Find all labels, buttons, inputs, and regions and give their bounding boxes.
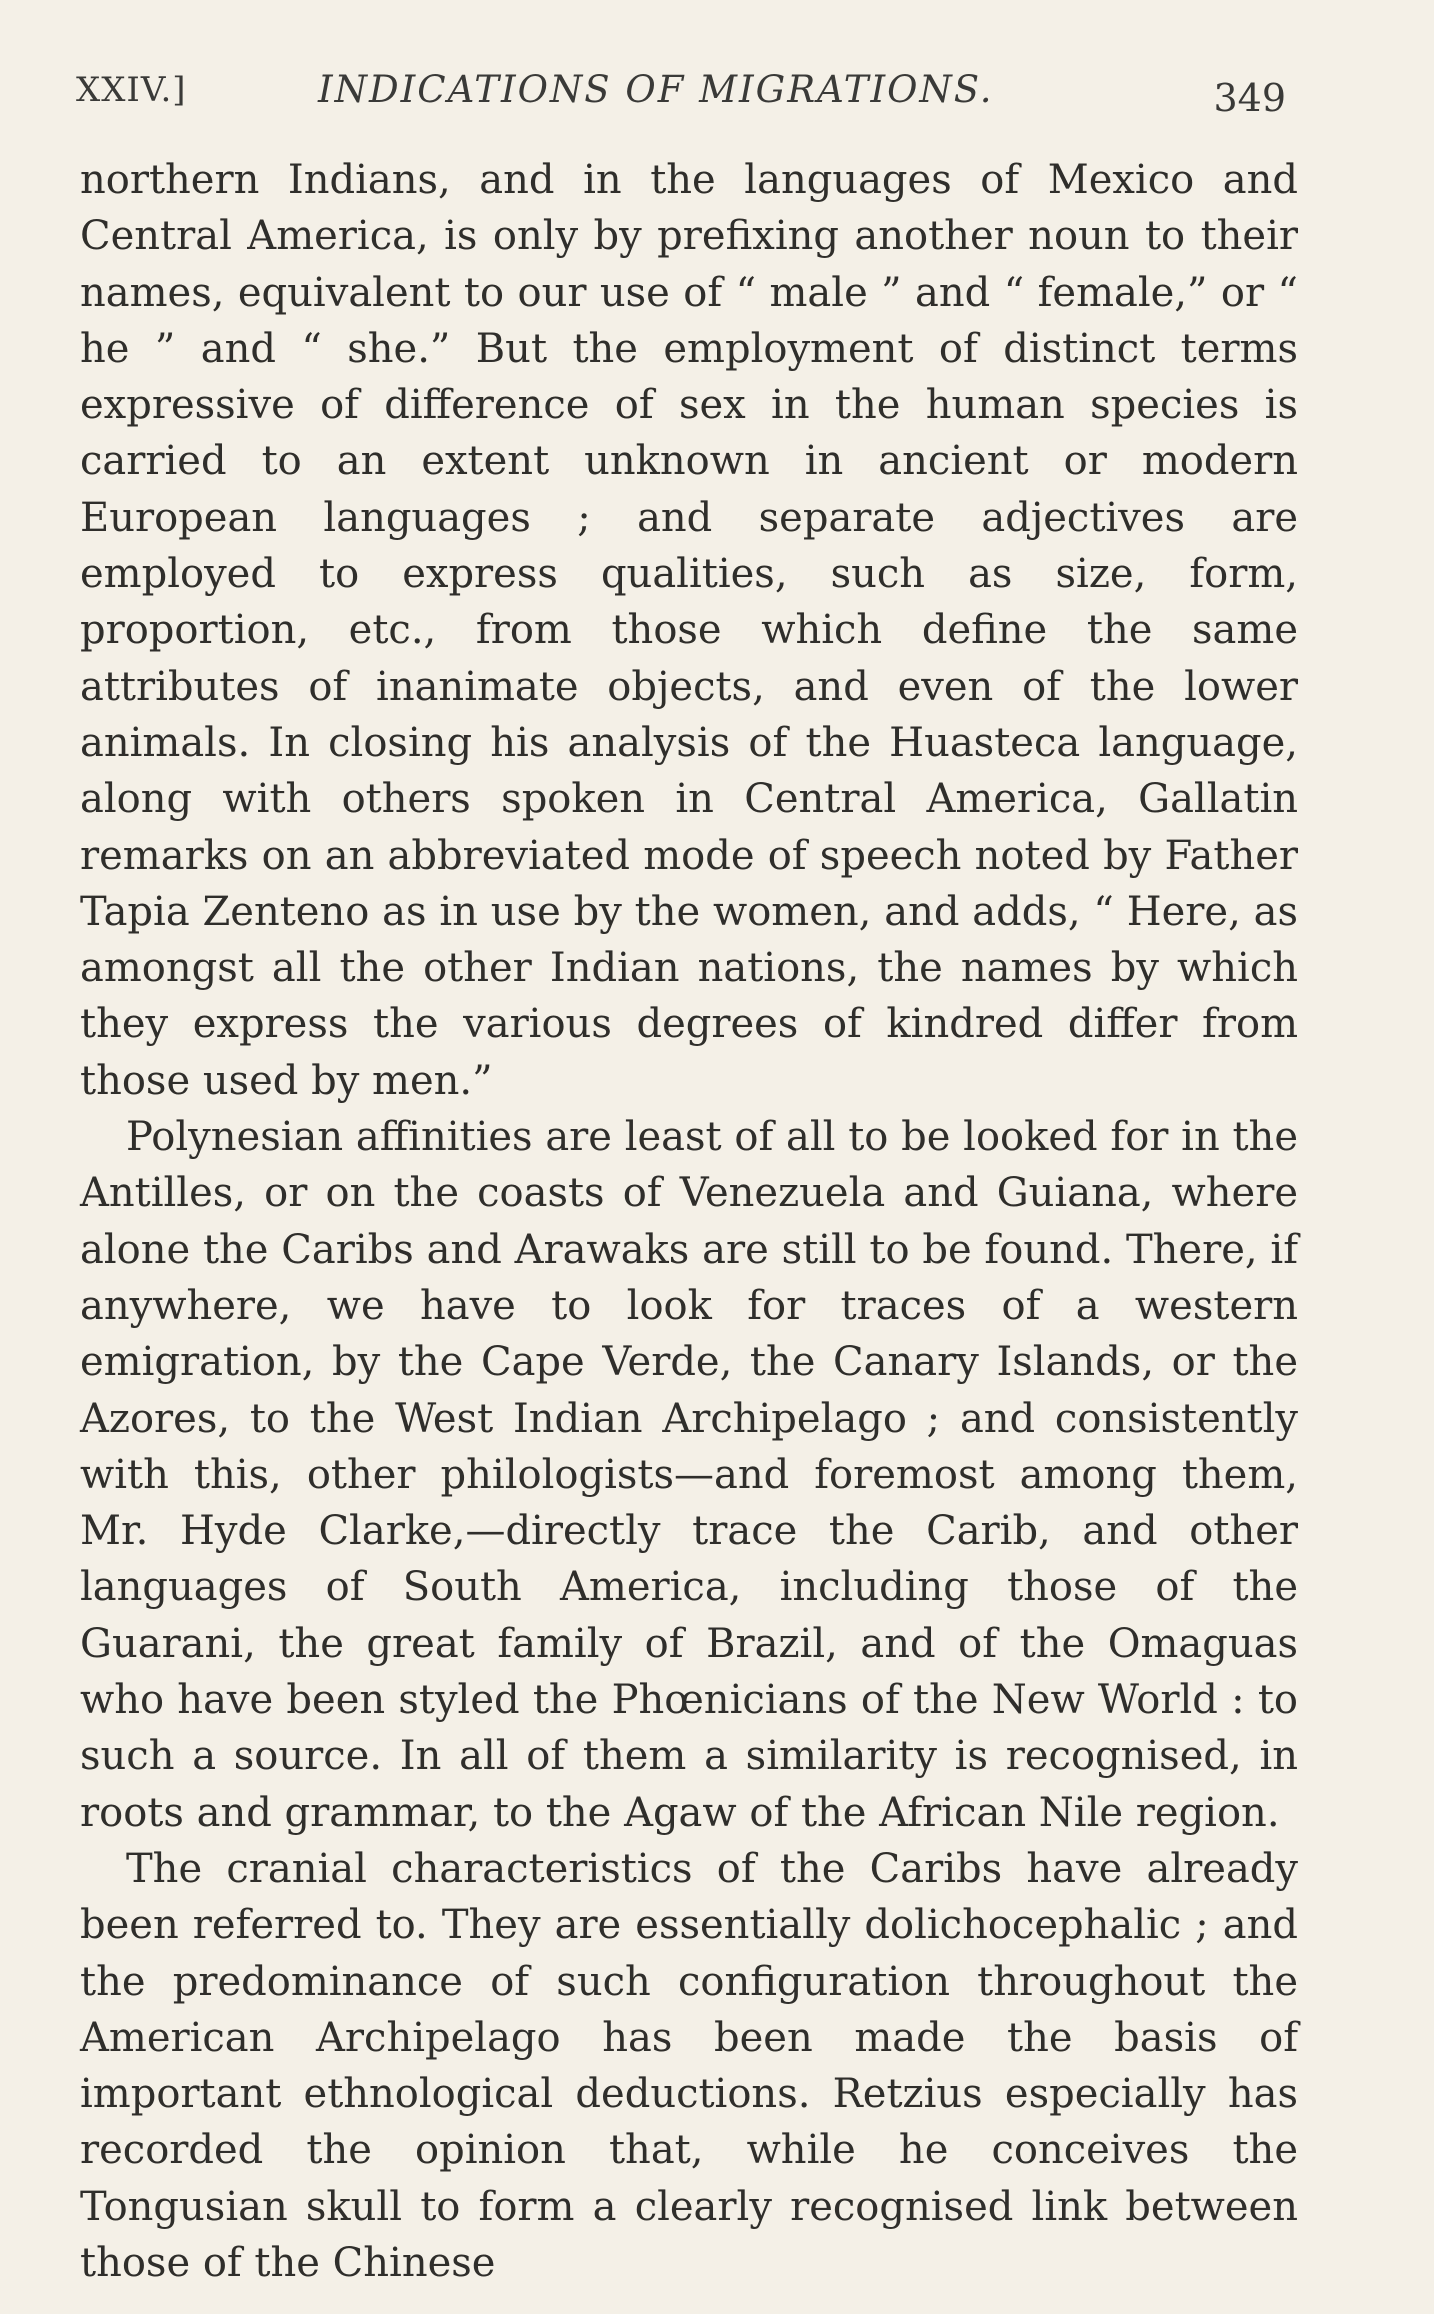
paragraph-cranial-characteristics: The cranial characteristics of the Caribs have already been referred to. They are essentially dolichocephalic ; and the predominance of such configuration throughout the American Archipelago has been made the basis of important ethnological deductions. Retzius especially has recorded the opinion that, while he conceives the Tongusian skull to form a clearly recognised link between those of the Chinese [80, 1845, 1298, 2286]
paragraph-continued: northern Indians, and in the languages of Mexico and Central America, is only by prefixing another noun to their names, equivalent to our use of “ male ” and “ female,” or “ he ” and “ she.” But the employment of distinct terms expressive of difference of sex in the human species is carried to an extent unknown in ancient or modern European languages ; and separate adjectives are employed to express qualities, such as size, form, proportion, etc., from those which define the same attributes of inanimate objects, and even of the lower animals. In closing his analysis of the Huasteca language, along with others spoken in Central America, Gallatin remarks on an abbreviated mode of speech noted by Father Tapia Zenteno as in use by the women, and adds, “ Here, as amongst all the other Indian nations, the names by which they express the various degrees of kindred differ from those used by men.” [80, 157, 1298, 1104]
chapter-number: XXIV.] [76, 70, 187, 110]
running-title: INDICATIONS OF MIGRATIONS. [318, 68, 994, 111]
page-number: 349 [1213, 76, 1286, 120]
page-body [80, 152, 1298, 2291]
paragraph-polynesian-affinities: Polynesian affinities are least of all to be looked for in the Antilles, or on the coasts of Venezuela and Guiana, where alone the Caribs and Arawaks are still to be found. There, if anywhere, we have to look for traces of a western emigration, by the Cape Verde, the Canary Islands, or the Azores, to the West Indian Archipelago ; and consistently with this, other philologists—and foremost among them, Mr. Hyde Clarke,—directly trace the Carib, and other languages of South America, including those of the Guarani, the great family of Brazil, and of the Omaguas who have been styled the Phœnicians of the New World : to such a source. In all of them a similarity is recognised, in roots and grammar, to the Agaw of the African Nile region. [80, 1114, 1298, 1836]
running-header [76, 62, 1296, 122]
